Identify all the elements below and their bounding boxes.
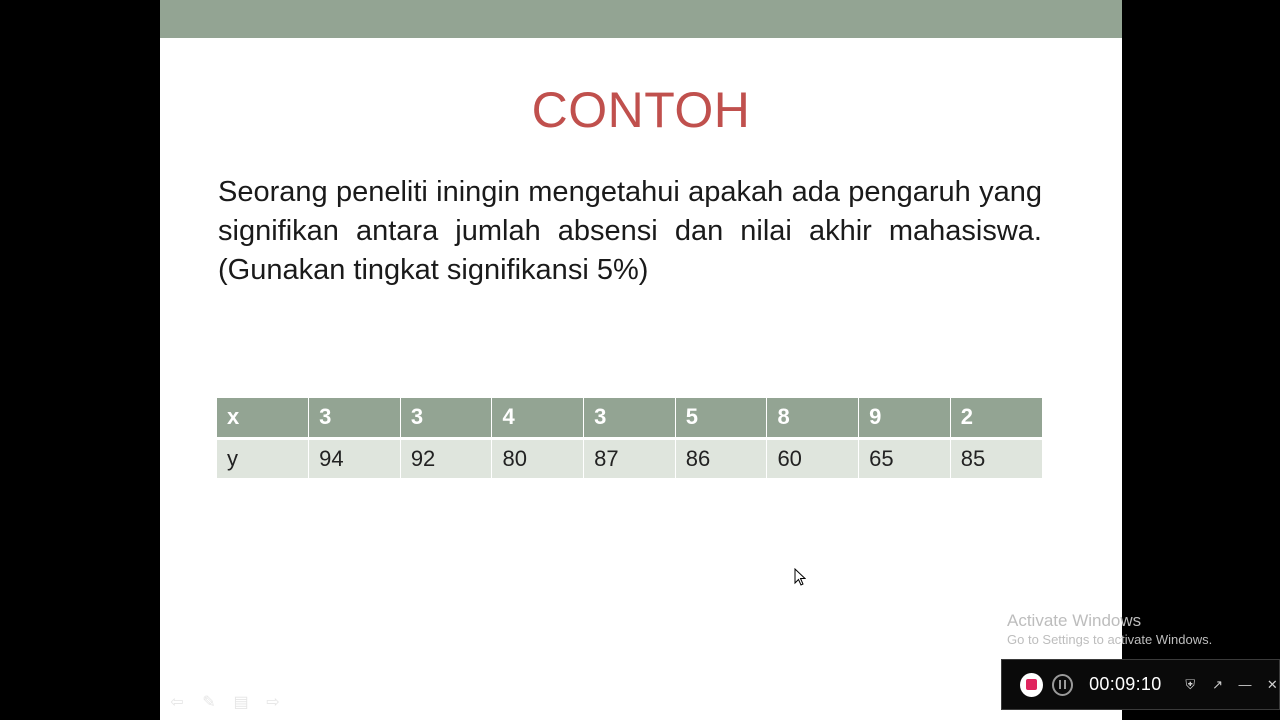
table-cell: 85 (950, 438, 1042, 478)
watermark-title: Activate Windows (1007, 611, 1142, 630)
table-cell: 5 (675, 398, 767, 438)
stop-record-icon[interactable] (1020, 673, 1043, 697)
table-cell: y (217, 438, 309, 478)
shield-icon[interactable]: ⛨ (1185, 676, 1196, 692)
table-cell: 3 (309, 398, 401, 438)
table-cell: 3 (400, 398, 492, 438)
recording-timer: 00:09:10 (1089, 674, 1162, 694)
slideshow-controls (168, 692, 282, 712)
table-cell: 65 (859, 438, 951, 478)
table-cell: 8 (767, 398, 859, 438)
next-arrow-icon[interactable]: ⇨ (266, 694, 280, 711)
watermark-subtitle: Go to Settings to activate Windows. (1007, 632, 1213, 647)
table-cell: 87 (584, 438, 676, 478)
table-header-row (217, 398, 1042, 438)
slides-menu-icon[interactable]: ▤ (233, 694, 249, 711)
table-cell: 94 (309, 438, 401, 478)
prev-arrow-icon[interactable]: ⇦ (170, 694, 184, 711)
mouse-cursor-icon (794, 568, 806, 586)
table-cell: 4 (492, 398, 584, 438)
table-cell: x (217, 398, 309, 438)
external-link-icon[interactable]: ↗ (1212, 676, 1224, 692)
table-cell: 3 (584, 398, 676, 438)
slide-top-bar (160, 0, 1122, 38)
slide-title: CONTOH (531, 82, 751, 138)
close-icon[interactable]: ✕ (1266, 676, 1278, 692)
pen-icon[interactable]: ✎ (202, 694, 216, 711)
table-cell: 86 (675, 438, 767, 478)
table-cell: 2 (950, 398, 1042, 438)
table-cell: 92 (400, 438, 492, 478)
table-row (217, 438, 1042, 478)
activate-windows-watermark (1007, 611, 1212, 649)
screen-recorder-toolbar (1001, 659, 1280, 710)
table-cell: 9 (859, 398, 951, 438)
slide-body-text: Seorang peneliti iningin mengetahui apakah ada pengaruh yang signifikan antara jumlah absensi dan nilai akhir mahasiswa. (Gunakan tingkat signifikansi 5%) (218, 176, 1042, 286)
pause-icon[interactable] (1052, 674, 1073, 696)
table-cell: 60 (767, 438, 859, 478)
slide (160, 0, 1122, 720)
minimize-icon[interactable]: — (1238, 677, 1252, 692)
table-cell: 80 (492, 438, 584, 478)
data-table (217, 398, 1042, 478)
